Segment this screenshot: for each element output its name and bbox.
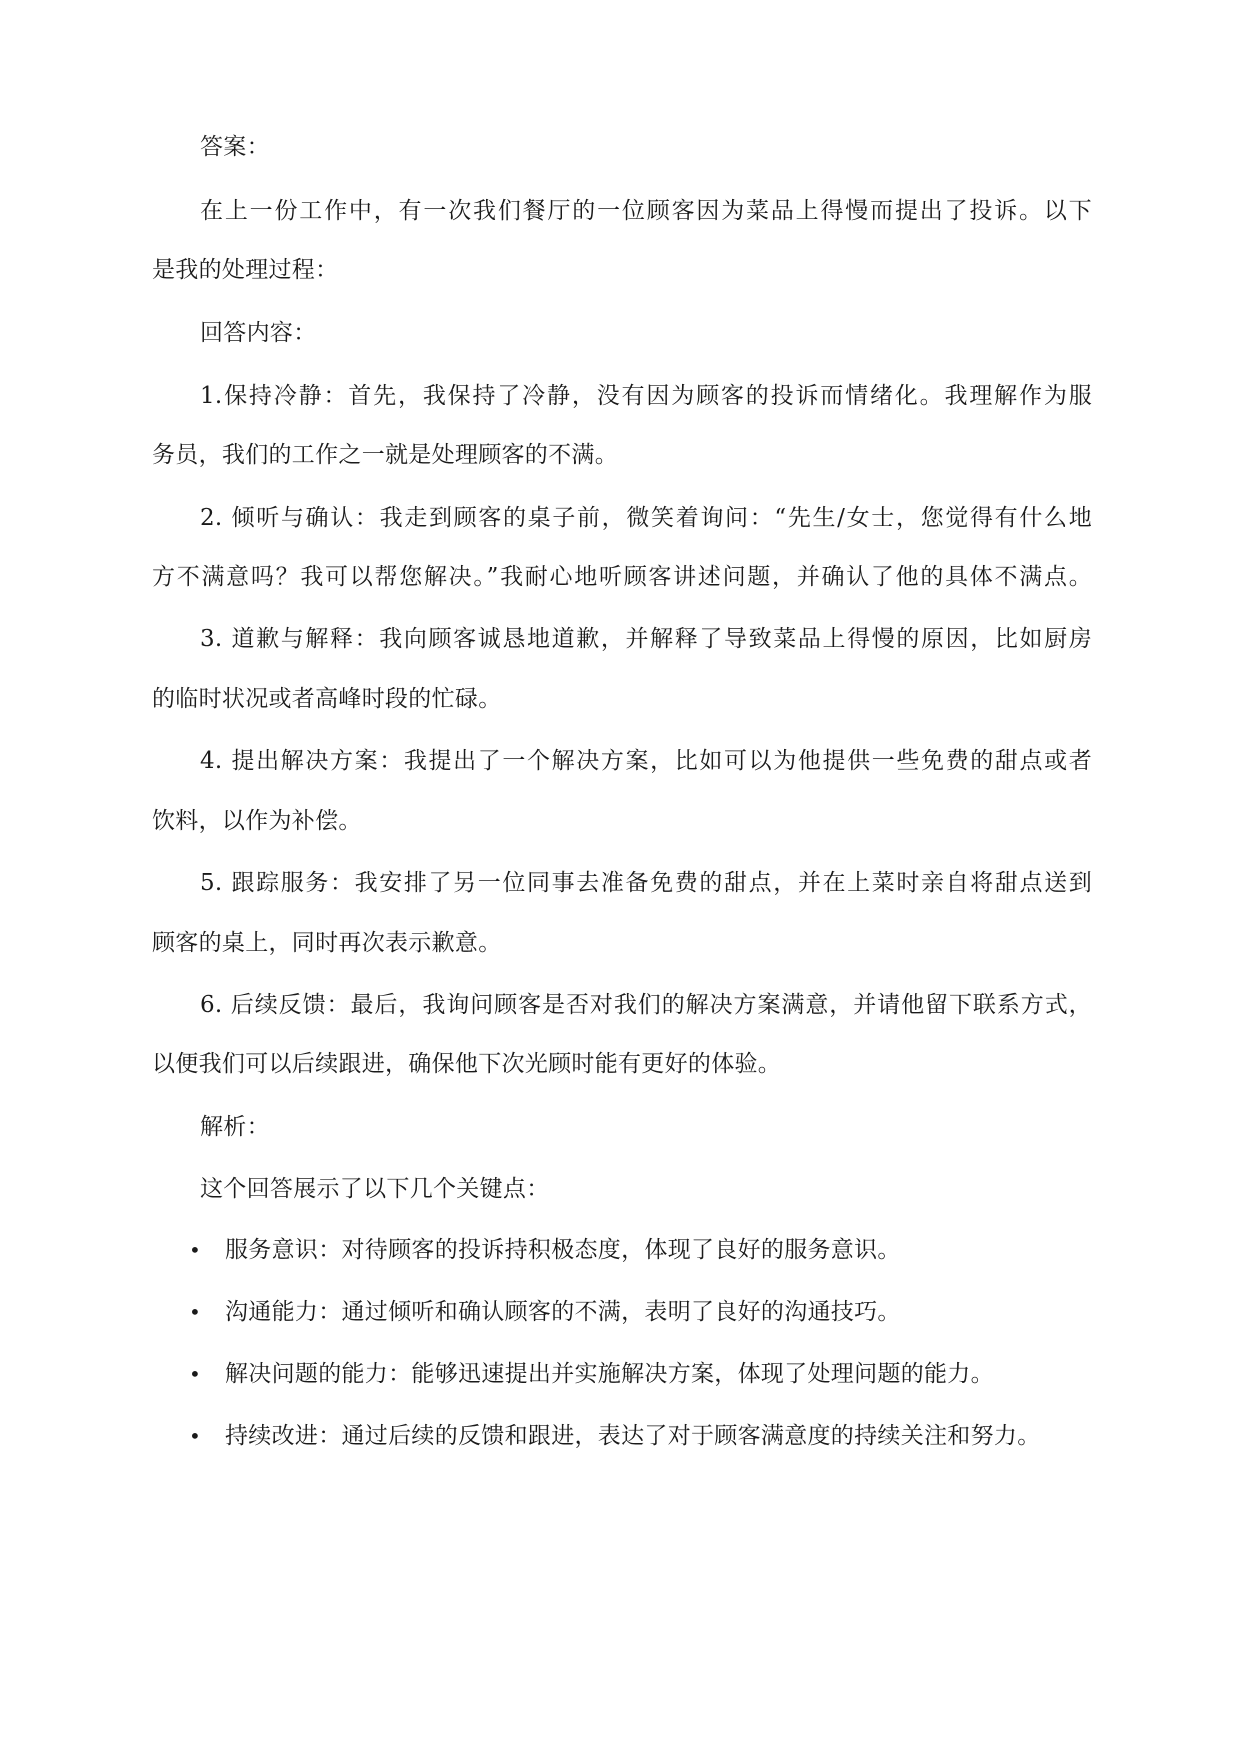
bullet-text-2: 沟通能力：通过倾听和确认顾客的不满，表明了良好的沟通技巧。 xyxy=(225,1299,901,1325)
analysis-intro: 这个回答展示了以下几个关键点： xyxy=(200,1176,550,1202)
step-4-line-2: 饮料，以作为补偿。 xyxy=(152,808,362,834)
intro-line-2: 是我的处理过程： xyxy=(152,257,339,283)
step-1-line-1: 1.保持冷静：首先，我保持了冷静，没有因为顾客的投诉而情绪化。我理解作为服 xyxy=(200,383,1092,409)
bullet-dot-icon: • xyxy=(189,1300,201,1324)
bullet-text-4: 持续改进：通过后续的反馈和跟进，表达了对于顾客满意度的持续关注和努力。 xyxy=(225,1423,1041,1449)
step-3-line-1: 3. 道歉与解释：我向顾客诚恳地道歉，并解释了导致菜品上得慢的原因，比如厨房 xyxy=(200,626,1092,652)
step-5-line-2: 顾客的桌上，同时再次表示歉意。 xyxy=(152,930,502,956)
step-5-line-1: 5. 跟踪服务：我安排了另一位同事去准备免费的甜点，并在上菜时亲自将甜点送到 xyxy=(200,870,1092,896)
step-3-line-2: 的临时状况或者高峰时段的忙碌。 xyxy=(152,686,502,712)
step-6-line-2: 以便我们可以后续跟进，确保他下次光顾时能有更好的体验。 xyxy=(152,1051,782,1077)
bullet-text-3: 解决问题的能力：能够迅速提出并实施解决方案，体现了处理问题的能力。 xyxy=(225,1361,994,1387)
step-2-line-1: 2. 倾听与确认：我走到顾客的桌子前，微笑着询问：“先生/女士，您觉得有什么地 xyxy=(200,505,1092,531)
step-2-line-2: 方不满意吗？我可以帮您解决。”我耐心地听顾客讲述问题，并确认了他的具体不满点。 xyxy=(152,564,1092,590)
analysis-heading: 解析： xyxy=(200,1114,270,1140)
answer-heading: 答案： xyxy=(200,134,270,160)
intro-line-1: 在上一份工作中，有一次我们餐厅的一位顾客因为菜品上得慢而提出了投诉。以下 xyxy=(200,198,1092,224)
step-1-line-2: 务员，我们的工作之一就是处理顾客的不满。 xyxy=(152,442,618,468)
bullet-dot-icon: • xyxy=(189,1362,201,1386)
bullet-dot-icon: • xyxy=(189,1238,201,1262)
bullet-text-1: 服务意识：对待顾客的投诉持积极态度，体现了良好的服务意识。 xyxy=(225,1237,901,1263)
answer-content-heading: 回答内容： xyxy=(200,320,317,346)
bullet-dot-icon: • xyxy=(189,1424,201,1448)
step-6-line-1: 6. 后续反馈：最后，我询问顾客是否对我们的解决方案满意，并请他留下联系方式， xyxy=(200,992,1092,1018)
step-4-line-1: 4. 提出解决方案：我提出了一个解决方案，比如可以为他提供一些免费的甜点或者 xyxy=(200,748,1092,774)
